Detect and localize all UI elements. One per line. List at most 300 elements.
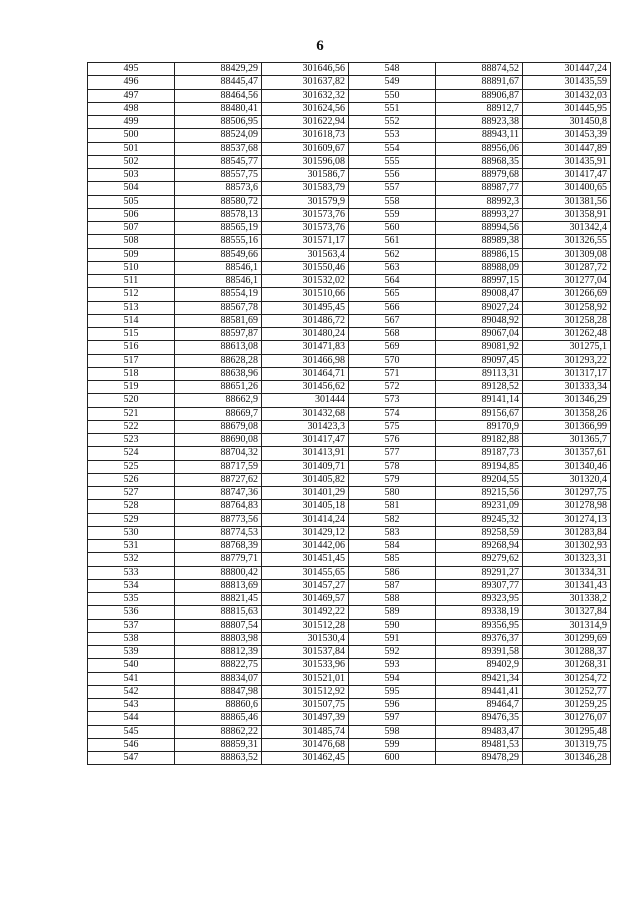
x-coordinate-left: 88863,52: [175, 752, 262, 765]
point-number-right: 589: [349, 606, 436, 619]
y-coordinate-right: 301309,08: [523, 248, 611, 261]
table-row: [88, 248, 611, 261]
x-coordinate-left: 88822,75: [175, 659, 262, 672]
x-coordinate-left: 88597,87: [175, 328, 262, 341]
x-coordinate-right: 88988,09: [436, 261, 523, 274]
x-coordinate-left: 88774,53: [175, 526, 262, 539]
x-coordinate-right: 89481,53: [436, 738, 523, 751]
x-coordinate-right: 88891,67: [436, 76, 523, 89]
table-row: [88, 752, 611, 765]
point-number-left: 518: [88, 367, 175, 380]
x-coordinate-right: 88956,06: [436, 142, 523, 155]
y-coordinate-right: 301323,31: [523, 553, 611, 566]
table-row: [88, 116, 611, 129]
point-number-right: 564: [349, 275, 436, 288]
x-coordinate-left: 88480,41: [175, 102, 262, 115]
x-coordinate-right: 88979,68: [436, 169, 523, 182]
point-number-right: 593: [349, 659, 436, 672]
x-coordinate-right: 89245,32: [436, 513, 523, 526]
point-number-left: 498: [88, 102, 175, 115]
table-row: [88, 473, 611, 486]
point-number-left: 502: [88, 155, 175, 168]
x-coordinate-right: 89231,09: [436, 500, 523, 513]
coordinates-table-body: [88, 63, 611, 765]
x-coordinate-right: 89067,04: [436, 328, 523, 341]
x-coordinate-right: 88994,56: [436, 222, 523, 235]
y-coordinate-left: 301618,73: [262, 129, 349, 142]
x-coordinate-left: 88813,69: [175, 579, 262, 592]
point-number-right: 571: [349, 367, 436, 380]
x-coordinate-left: 88581,69: [175, 314, 262, 327]
x-coordinate-right: 89483,47: [436, 725, 523, 738]
point-number-left: 503: [88, 169, 175, 182]
point-number-right: 575: [349, 420, 436, 433]
y-coordinate-left: 301451,45: [262, 553, 349, 566]
point-number-left: 538: [88, 632, 175, 645]
point-number-right: 588: [349, 593, 436, 606]
y-coordinate-right: 301341,43: [523, 579, 611, 592]
x-coordinate-right: 89476,35: [436, 712, 523, 725]
x-coordinate-left: 88638,96: [175, 367, 262, 380]
point-number-right: 569: [349, 341, 436, 354]
y-coordinate-right: 301381,56: [523, 195, 611, 208]
point-number-left: 536: [88, 606, 175, 619]
point-number-right: 558: [349, 195, 436, 208]
y-coordinate-right: 301278,98: [523, 500, 611, 513]
table-row: [88, 314, 611, 327]
point-number-right: 594: [349, 672, 436, 685]
y-coordinate-left: 301444: [262, 394, 349, 407]
point-number-right: 555: [349, 155, 436, 168]
x-coordinate-left: 88554,19: [175, 288, 262, 301]
table-row: [88, 208, 611, 221]
point-number-left: 527: [88, 487, 175, 500]
point-number-left: 514: [88, 314, 175, 327]
y-coordinate-left: 301532,02: [262, 275, 349, 288]
y-coordinate-left: 301622,94: [262, 116, 349, 129]
point-number-left: 526: [88, 473, 175, 486]
x-coordinate-left: 88669,7: [175, 407, 262, 420]
point-number-right: 554: [349, 142, 436, 155]
y-coordinate-left: 301486,72: [262, 314, 349, 327]
point-number-right: 579: [349, 473, 436, 486]
point-number-right: 598: [349, 725, 436, 738]
y-coordinate-left: 301537,84: [262, 646, 349, 659]
x-coordinate-right: 89268,94: [436, 540, 523, 553]
point-number-right: 561: [349, 235, 436, 248]
y-coordinate-left: 301497,39: [262, 712, 349, 725]
y-coordinate-right: 301432,03: [523, 89, 611, 102]
table-row: [88, 182, 611, 195]
x-coordinate-left: 88445,47: [175, 76, 262, 89]
point-number-right: 549: [349, 76, 436, 89]
x-coordinate-left: 88821,45: [175, 593, 262, 606]
point-number-left: 534: [88, 579, 175, 592]
table-row: [88, 447, 611, 460]
table-row: [88, 195, 611, 208]
point-number-right: 582: [349, 513, 436, 526]
table-row: [88, 712, 611, 725]
x-coordinate-right: 88968,35: [436, 155, 523, 168]
x-coordinate-left: 88747,36: [175, 487, 262, 500]
table-row: [88, 407, 611, 420]
x-coordinate-left: 88651,26: [175, 381, 262, 394]
point-number-right: 599: [349, 738, 436, 751]
x-coordinate-right: 89307,77: [436, 579, 523, 592]
table-row: [88, 142, 611, 155]
table-row: [88, 526, 611, 539]
point-number-left: 530: [88, 526, 175, 539]
x-coordinate-right: 89464,7: [436, 699, 523, 712]
y-coordinate-left: 301583,79: [262, 182, 349, 195]
y-coordinate-left: 301646,56: [262, 63, 349, 76]
y-coordinate-left: 301405,18: [262, 500, 349, 513]
point-number-right: 590: [349, 619, 436, 632]
y-coordinate-left: 301533,96: [262, 659, 349, 672]
y-coordinate-right: 301346,28: [523, 752, 611, 765]
y-coordinate-right: 301326,55: [523, 235, 611, 248]
table-row: [88, 460, 611, 473]
y-coordinate-left: 301466,98: [262, 354, 349, 367]
x-coordinate-right: 89128,52: [436, 381, 523, 394]
point-number-left: 513: [88, 301, 175, 314]
y-coordinate-right: 301262,48: [523, 328, 611, 341]
x-coordinate-left: 88546,1: [175, 275, 262, 288]
y-coordinate-right: 301435,59: [523, 76, 611, 89]
table-row: [88, 566, 611, 579]
x-coordinate-right: 89338,19: [436, 606, 523, 619]
x-coordinate-left: 88704,32: [175, 447, 262, 460]
point-number-left: 543: [88, 699, 175, 712]
table-row: [88, 129, 611, 142]
y-coordinate-left: 301432,68: [262, 407, 349, 420]
table-row: [88, 659, 611, 672]
point-number-left: 541: [88, 672, 175, 685]
y-coordinate-right: 301365,7: [523, 434, 611, 447]
y-coordinate-left: 301462,45: [262, 752, 349, 765]
x-coordinate-right: 88986,15: [436, 248, 523, 261]
table-row: [88, 169, 611, 182]
y-coordinate-left: 301471,83: [262, 341, 349, 354]
point-number-left: 509: [88, 248, 175, 261]
y-coordinate-right: 301317,17: [523, 367, 611, 380]
x-coordinate-left: 88764,83: [175, 500, 262, 513]
y-coordinate-left: 301510,66: [262, 288, 349, 301]
x-coordinate-right: 89097,45: [436, 354, 523, 367]
point-number-right: 592: [349, 646, 436, 659]
y-coordinate-left: 301476,68: [262, 738, 349, 751]
table-row: [88, 381, 611, 394]
point-number-right: 557: [349, 182, 436, 195]
y-coordinate-right: 301293,22: [523, 354, 611, 367]
point-number-right: 562: [349, 248, 436, 261]
y-coordinate-left: 301573,76: [262, 208, 349, 221]
x-coordinate-left: 88628,28: [175, 354, 262, 367]
x-coordinate-right: 89081,92: [436, 341, 523, 354]
y-coordinate-left: 301512,92: [262, 685, 349, 698]
point-number-right: 584: [349, 540, 436, 553]
table-row: [88, 606, 611, 619]
x-coordinate-right: 88943,11: [436, 129, 523, 142]
x-coordinate-left: 88555,16: [175, 235, 262, 248]
x-coordinate-right: 89478,29: [436, 752, 523, 765]
x-coordinate-left: 88800,42: [175, 566, 262, 579]
point-number-left: 497: [88, 89, 175, 102]
table-row: [88, 434, 611, 447]
point-number-right: 586: [349, 566, 436, 579]
point-number-right: 572: [349, 381, 436, 394]
point-number-left: 501: [88, 142, 175, 155]
table-row: [88, 646, 611, 659]
y-coordinate-left: 301442,06: [262, 540, 349, 553]
table-row: [88, 394, 611, 407]
table-row: [88, 328, 611, 341]
x-coordinate-right: 89441,41: [436, 685, 523, 698]
x-coordinate-left: 88567,78: [175, 301, 262, 314]
y-coordinate-left: 301413,91: [262, 447, 349, 460]
y-coordinate-left: 301456,62: [262, 381, 349, 394]
x-coordinate-left: 88546,1: [175, 261, 262, 274]
x-coordinate-right: 89376,37: [436, 632, 523, 645]
point-number-left: 544: [88, 712, 175, 725]
y-coordinate-left: 301550,46: [262, 261, 349, 274]
y-coordinate-left: 301563,4: [262, 248, 349, 261]
y-coordinate-left: 301573,76: [262, 222, 349, 235]
y-coordinate-left: 301409,71: [262, 460, 349, 473]
point-number-left: 508: [88, 235, 175, 248]
point-number-left: 511: [88, 275, 175, 288]
point-number-right: 576: [349, 434, 436, 447]
point-number-left: 516: [88, 341, 175, 354]
y-coordinate-right: 301297,75: [523, 487, 611, 500]
y-coordinate-left: 301405,82: [262, 473, 349, 486]
point-number-left: 504: [88, 182, 175, 195]
x-coordinate-left: 88565,19: [175, 222, 262, 235]
point-number-right: 556: [349, 169, 436, 182]
point-number-left: 521: [88, 407, 175, 420]
y-coordinate-left: 301530,4: [262, 632, 349, 645]
x-coordinate-left: 88549,66: [175, 248, 262, 261]
point-number-right: 553: [349, 129, 436, 142]
point-number-left: 547: [88, 752, 175, 765]
x-coordinate-left: 88580,72: [175, 195, 262, 208]
point-number-left: 524: [88, 447, 175, 460]
x-coordinate-left: 88578,13: [175, 208, 262, 221]
point-number-right: 600: [349, 752, 436, 765]
x-coordinate-right: 89048,92: [436, 314, 523, 327]
table-row: [88, 500, 611, 513]
point-number-left: 540: [88, 659, 175, 672]
x-coordinate-right: 88874,52: [436, 63, 523, 76]
x-coordinate-left: 88573,6: [175, 182, 262, 195]
y-coordinate-left: 301624,56: [262, 102, 349, 115]
table-row: [88, 685, 611, 698]
y-coordinate-left: 301492,22: [262, 606, 349, 619]
point-number-left: 512: [88, 288, 175, 301]
x-coordinate-right: 89291,27: [436, 566, 523, 579]
table-row: [88, 513, 611, 526]
y-coordinate-left: 301455,65: [262, 566, 349, 579]
y-coordinate-left: 301586,7: [262, 169, 349, 182]
point-number-right: 596: [349, 699, 436, 712]
x-coordinate-left: 88862,22: [175, 725, 262, 738]
y-coordinate-left: 301495,45: [262, 301, 349, 314]
y-coordinate-right: 301338,2: [523, 593, 611, 606]
y-coordinate-left: 301457,27: [262, 579, 349, 592]
point-number-right: 578: [349, 460, 436, 473]
y-coordinate-right: 301417,47: [523, 169, 611, 182]
y-coordinate-left: 301480,24: [262, 328, 349, 341]
table-row: [88, 487, 611, 500]
y-coordinate-right: 301333,34: [523, 381, 611, 394]
point-number-left: 546: [88, 738, 175, 751]
x-coordinate-right: 89008,47: [436, 288, 523, 301]
x-coordinate-right: 88906,87: [436, 89, 523, 102]
x-coordinate-left: 88847,98: [175, 685, 262, 698]
y-coordinate-right: 301314,9: [523, 619, 611, 632]
y-coordinate-right: 301453,39: [523, 129, 611, 142]
point-number-right: 567: [349, 314, 436, 327]
y-coordinate-right: 301400,65: [523, 182, 611, 195]
x-coordinate-right: 89113,31: [436, 367, 523, 380]
point-number-left: 519: [88, 381, 175, 394]
x-coordinate-right: 89187,73: [436, 447, 523, 460]
y-coordinate-right: 301302,93: [523, 540, 611, 553]
x-coordinate-right: 89391,58: [436, 646, 523, 659]
point-number-right: 551: [349, 102, 436, 115]
point-number-left: 496: [88, 76, 175, 89]
point-number-left: 537: [88, 619, 175, 632]
y-coordinate-right: 301275,1: [523, 341, 611, 354]
table-row: [88, 275, 611, 288]
point-number-left: 539: [88, 646, 175, 659]
point-number-left: 515: [88, 328, 175, 341]
point-number-left: 532: [88, 553, 175, 566]
x-coordinate-right: 89421,34: [436, 672, 523, 685]
x-coordinate-left: 88717,59: [175, 460, 262, 473]
point-number-right: 560: [349, 222, 436, 235]
point-number-right: 563: [349, 261, 436, 274]
point-number-right: 565: [349, 288, 436, 301]
x-coordinate-left: 88537,68: [175, 142, 262, 155]
point-number-left: 523: [88, 434, 175, 447]
y-coordinate-right: 301254,72: [523, 672, 611, 685]
table-row: [88, 579, 611, 592]
point-number-right: 585: [349, 553, 436, 566]
table-row: [88, 89, 611, 102]
y-coordinate-right: 301334,31: [523, 566, 611, 579]
point-number-left: 533: [88, 566, 175, 579]
y-coordinate-right: 301295,48: [523, 725, 611, 738]
y-coordinate-right: 301288,37: [523, 646, 611, 659]
x-coordinate-right: 89027,24: [436, 301, 523, 314]
point-number-right: 568: [349, 328, 436, 341]
y-coordinate-right: 301259,25: [523, 699, 611, 712]
x-coordinate-left: 88679,08: [175, 420, 262, 433]
point-number-left: 505: [88, 195, 175, 208]
x-coordinate-left: 88613,08: [175, 341, 262, 354]
y-coordinate-right: 301346,29: [523, 394, 611, 407]
x-coordinate-left: 88803,98: [175, 632, 262, 645]
table-row: [88, 261, 611, 274]
x-coordinate-left: 88807,54: [175, 619, 262, 632]
point-number-right: 573: [349, 394, 436, 407]
y-coordinate-right: 301340,46: [523, 460, 611, 473]
x-coordinate-left: 88690,08: [175, 434, 262, 447]
x-coordinate-left: 88557,75: [175, 169, 262, 182]
point-number-right: 566: [349, 301, 436, 314]
table-row: [88, 738, 611, 751]
point-number-left: 542: [88, 685, 175, 698]
y-coordinate-right: 301266,69: [523, 288, 611, 301]
x-coordinate-left: 88779,71: [175, 553, 262, 566]
x-coordinate-left: 88859,31: [175, 738, 262, 751]
point-number-right: 552: [349, 116, 436, 129]
x-coordinate-right: 88923,38: [436, 116, 523, 129]
point-number-left: 517: [88, 354, 175, 367]
table-row: [88, 632, 611, 645]
x-coordinate-left: 88865,46: [175, 712, 262, 725]
table-row: [88, 540, 611, 553]
point-number-left: 499: [88, 116, 175, 129]
y-coordinate-right: 301283,84: [523, 526, 611, 539]
x-coordinate-right: 89170,9: [436, 420, 523, 433]
x-coordinate-left: 88506,95: [175, 116, 262, 129]
point-number-right: 595: [349, 685, 436, 698]
x-coordinate-right: 88992,3: [436, 195, 523, 208]
x-coordinate-right: 89258,59: [436, 526, 523, 539]
x-coordinate-left: 88429,29: [175, 63, 262, 76]
table-row: [88, 725, 611, 738]
y-coordinate-right: 301274,13: [523, 513, 611, 526]
table-row: [88, 301, 611, 314]
y-coordinate-right: 301287,72: [523, 261, 611, 274]
point-number-left: 528: [88, 500, 175, 513]
x-coordinate-right: 89141,14: [436, 394, 523, 407]
y-coordinate-right: 301366,99: [523, 420, 611, 433]
x-coordinate-left: 88834,07: [175, 672, 262, 685]
table-row: [88, 420, 611, 433]
x-coordinate-left: 88464,56: [175, 89, 262, 102]
y-coordinate-left: 301423,3: [262, 420, 349, 433]
table-row: [88, 699, 611, 712]
table-row: [88, 155, 611, 168]
point-number-left: 535: [88, 593, 175, 606]
table-row: [88, 341, 611, 354]
x-coordinate-right: 88912,7: [436, 102, 523, 115]
point-number-left: 545: [88, 725, 175, 738]
y-coordinate-right: 301447,24: [523, 63, 611, 76]
x-coordinate-left: 88773,56: [175, 513, 262, 526]
y-coordinate-left: 301571,17: [262, 235, 349, 248]
y-coordinate-left: 301464,71: [262, 367, 349, 380]
x-coordinate-left: 88815,63: [175, 606, 262, 619]
y-coordinate-left: 301507,75: [262, 699, 349, 712]
y-coordinate-left: 301485,74: [262, 725, 349, 738]
point-number-right: 581: [349, 500, 436, 513]
point-number-left: 522: [88, 420, 175, 433]
x-coordinate-left: 88545,77: [175, 155, 262, 168]
x-coordinate-right: 89194,85: [436, 460, 523, 473]
x-coordinate-left: 88662,9: [175, 394, 262, 407]
point-number-left: 495: [88, 63, 175, 76]
table-row: [88, 76, 611, 89]
x-coordinate-right: 88993,27: [436, 208, 523, 221]
point-number-right: 583: [349, 526, 436, 539]
coordinates-table: [87, 62, 611, 765]
y-coordinate-right: 301357,61: [523, 447, 611, 460]
y-coordinate-right: 301320,4: [523, 473, 611, 486]
